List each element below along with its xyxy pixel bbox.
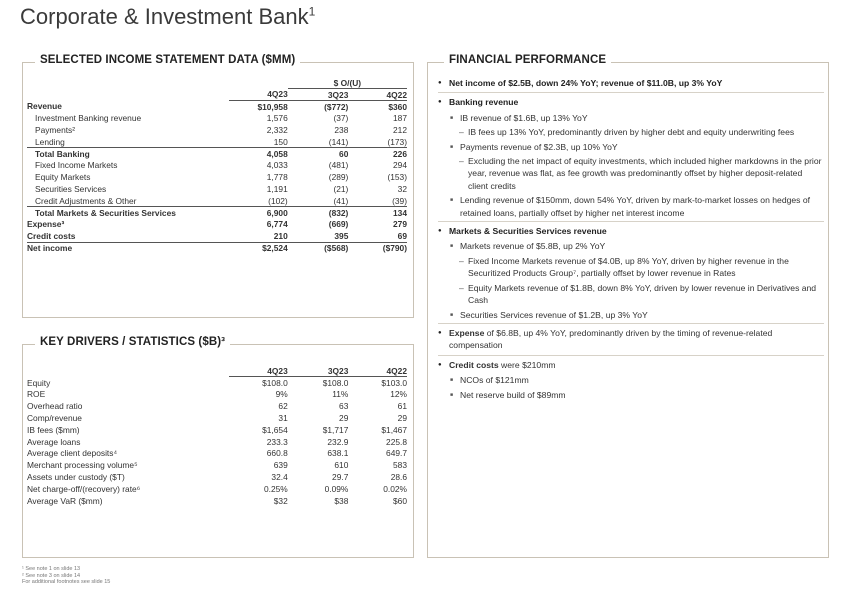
ou-header: $ O/(U) bbox=[288, 77, 407, 89]
bullet-mss-revenue: ● Markets & Securities Services revenue bbox=[438, 225, 824, 237]
key-drivers-heading: KEY DRIVERS / STATISTICS ($B)³ bbox=[35, 336, 230, 348]
page-title: Corporate & Investment Bank$^1$ bbox=[20, 4, 316, 29]
row-value: 60 bbox=[288, 148, 349, 160]
row-value: $1,717 bbox=[322, 424, 349, 435]
key-drivers-table bbox=[27, 365, 407, 507]
row-value: 395 bbox=[334, 231, 349, 241]
row-label: Average client deposits⁴ bbox=[27, 448, 118, 459]
row-value: 238 bbox=[334, 125, 349, 136]
bullet-ib-fees: – IB fees up 13% YoY, predominantly driven by higher debt and equity underwriting fees bbox=[438, 126, 824, 138]
row-label: Comp/revenue bbox=[27, 413, 82, 424]
table-row bbox=[27, 400, 407, 412]
row-value: (481) bbox=[328, 160, 349, 171]
income-statement-panel bbox=[22, 54, 414, 318]
row-value: 32 bbox=[397, 184, 407, 195]
row-value: 583 bbox=[393, 460, 407, 471]
row-value: 4,058 bbox=[229, 148, 288, 160]
column-header: 3Q23 bbox=[288, 365, 349, 377]
row-label: Lending bbox=[35, 136, 65, 147]
footnotes bbox=[22, 566, 110, 586]
row-label: Merchant processing volume⁵ bbox=[27, 460, 138, 471]
table-row bbox=[27, 136, 407, 148]
row-value: 31 bbox=[278, 413, 288, 424]
bullet-ncos: ■ NCOs of $121mm bbox=[438, 374, 824, 386]
row-value: 4,033 bbox=[266, 160, 288, 171]
row-value: $2,524 bbox=[229, 242, 288, 254]
table-row bbox=[27, 459, 407, 471]
bullet-equity-markets: – Equity Markets revenue of $1.8B, down 8% YoY, driven by lower revenue in Derivatives and Cash bbox=[438, 282, 824, 307]
row-value: (102) bbox=[268, 195, 288, 206]
table-row bbox=[27, 183, 407, 195]
row-label: ROE bbox=[27, 389, 46, 400]
row-value: ($772) bbox=[324, 101, 349, 112]
row-value: (41) bbox=[333, 195, 349, 206]
footnote: For additional footnotes see slide 15 bbox=[22, 579, 111, 586]
row-value: 639 bbox=[273, 460, 288, 471]
row-value: 294 bbox=[393, 160, 407, 171]
row-value: 0.02% bbox=[383, 483, 407, 494]
table-row bbox=[27, 112, 407, 124]
row-value: 225.8 bbox=[386, 436, 407, 447]
row-value: 638.1 bbox=[327, 448, 349, 459]
table-row bbox=[27, 483, 407, 495]
row-label: Total Banking bbox=[27, 148, 229, 160]
row-label: Equity Markets bbox=[35, 172, 91, 183]
bullet-reserve-build: ■ Net reserve build of $89mm bbox=[438, 389, 824, 401]
row-value: 212 bbox=[393, 125, 407, 136]
income-statement-table bbox=[27, 77, 407, 254]
row-value: $108.0 bbox=[262, 377, 288, 388]
bullet-payments-detail: – Excluding the net impact of equity investments, which included higher markdowns in the prior year, revenue was flat, as fee growth was predominantly offset by higher deposit-related client credits bbox=[438, 155, 824, 192]
row-label: Net charge-off/(recovery) rate⁶ bbox=[27, 483, 141, 494]
table-row bbox=[27, 424, 407, 436]
row-value: 61 bbox=[397, 401, 407, 412]
row-value: 0.09% bbox=[324, 483, 349, 494]
row-value: 150 bbox=[273, 136, 288, 147]
row-value: $360 bbox=[388, 101, 407, 112]
financial-performance-panel bbox=[427, 54, 829, 558]
row-value: 69 bbox=[397, 231, 407, 241]
bullet-lending-revenue: ■ Lending revenue of $150mm, down 54% YoY, driven by mark-to-market losses on hedges of retained loans, partially offset by higher net interest income bbox=[438, 194, 824, 219]
table-row bbox=[27, 207, 407, 219]
row-label: IB fees ($mm) bbox=[27, 424, 80, 435]
row-value: 660.8 bbox=[266, 448, 288, 459]
bullet-banking-revenue: ● Banking revenue bbox=[438, 96, 824, 108]
performance-bullets bbox=[438, 77, 824, 403]
row-label: Expense³ bbox=[27, 219, 65, 230]
row-value: (37) bbox=[333, 113, 349, 124]
row-value: $103.0 bbox=[381, 377, 407, 388]
row-value: (21) bbox=[333, 184, 349, 195]
row-label: Fixed Income Markets bbox=[35, 160, 118, 171]
column-header: 4Q23 bbox=[229, 365, 288, 377]
row-label: Average VaR ($mm) bbox=[27, 495, 103, 506]
row-value: $38 bbox=[334, 495, 349, 506]
row-value: 62 bbox=[278, 401, 288, 412]
row-value: 1,576 bbox=[266, 113, 288, 124]
column-header: 4Q22 bbox=[348, 365, 407, 377]
bullet-net-income: ● Net income of $2.5B, down 24% YoY; revenue of $11.0B, up 3% YoY bbox=[438, 77, 824, 89]
row-value: ($790) bbox=[348, 242, 407, 254]
row-value: (669) bbox=[328, 219, 349, 230]
row-value: 29 bbox=[339, 413, 349, 424]
row-value: $10,958 bbox=[257, 101, 288, 112]
row-value: 232.9 bbox=[327, 436, 349, 447]
row-value: 12% bbox=[390, 389, 407, 400]
row-label: Securities Services bbox=[35, 184, 107, 195]
row-label: Total Markets & Securities Services bbox=[27, 207, 229, 219]
table-row bbox=[27, 448, 407, 460]
row-value: 610 bbox=[334, 460, 349, 471]
bullet-securities-services: ■ Securities Services revenue of $1.2B, up 3% YoY bbox=[438, 309, 824, 321]
table-row bbox=[27, 412, 407, 424]
table-row bbox=[27, 124, 407, 136]
row-label: Payments² bbox=[35, 125, 76, 136]
bullet-markets-revenue: ■ Markets revenue of $5.8B, up 2% YoY bbox=[438, 240, 824, 252]
bullet-fixed-income: – Fixed Income Markets revenue of $4.0B, up 8% YoY, driven by higher revenue in the Securitized Products Group⁷, partially offset by lower revenue in Rates bbox=[438, 255, 824, 280]
column-header: 4Q22 bbox=[348, 89, 407, 101]
column-header: 4Q23 bbox=[229, 89, 288, 101]
header-blank bbox=[27, 365, 229, 377]
row-value: (173) bbox=[387, 136, 407, 147]
bullet-payments-revenue: ■ Payments revenue of $2.3B, up 10% YoY bbox=[438, 141, 824, 153]
table-row bbox=[27, 219, 407, 231]
row-label: Investment Banking revenue bbox=[35, 113, 142, 124]
row-value: (832) bbox=[288, 207, 349, 219]
row-value: 1,191 bbox=[266, 184, 288, 195]
row-value: 279 bbox=[393, 219, 407, 230]
row-value: $1,467 bbox=[381, 424, 407, 435]
row-value: (153) bbox=[387, 172, 407, 183]
row-value: (141) bbox=[328, 136, 349, 147]
row-value: 32.4 bbox=[271, 472, 288, 483]
row-value: $32 bbox=[273, 495, 288, 506]
table-row bbox=[27, 495, 407, 507]
row-label: Credit costs bbox=[27, 231, 76, 241]
table-row bbox=[27, 160, 407, 172]
row-label: Equity bbox=[27, 377, 51, 388]
bullet-ib-revenue: ■ IB revenue of $1.6B, up 13% YoY bbox=[438, 112, 824, 124]
row-value: (39) bbox=[392, 195, 407, 206]
row-value: 649.7 bbox=[386, 448, 407, 459]
income-statement-heading: SELECTED INCOME STATEMENT DATA ($MM) bbox=[35, 54, 300, 66]
row-value: 233.3 bbox=[266, 436, 288, 447]
row-value: 11% bbox=[332, 389, 349, 400]
header-blank bbox=[27, 89, 229, 101]
table-row bbox=[27, 436, 407, 448]
footnote: ² See note 3 on slide 14 bbox=[22, 572, 81, 579]
row-value: $60 bbox=[393, 495, 407, 506]
table-row bbox=[27, 101, 407, 113]
row-value: 1,778 bbox=[266, 172, 288, 183]
financial-performance-heading: FINANCIAL PERFORMANCE bbox=[444, 54, 611, 66]
column-header: 3Q23 bbox=[288, 89, 349, 101]
table-row bbox=[27, 471, 407, 483]
row-value: ($568) bbox=[288, 242, 349, 254]
row-label: Credit Adjustments & Other bbox=[35, 195, 137, 206]
row-value: 210 bbox=[273, 231, 288, 241]
row-value: 29 bbox=[397, 413, 407, 424]
key-drivers-panel bbox=[22, 336, 414, 558]
table-row bbox=[27, 195, 407, 207]
row-value: 6,774 bbox=[266, 219, 288, 230]
row-label: Overhead ratio bbox=[27, 401, 83, 412]
table-row bbox=[27, 171, 407, 183]
table-row bbox=[27, 230, 407, 242]
table-row bbox=[27, 242, 407, 254]
row-label: Assets under custody ($T) bbox=[27, 472, 125, 483]
row-value: 29.7 bbox=[332, 472, 349, 483]
table-row bbox=[27, 148, 407, 160]
row-value: $1,654 bbox=[262, 424, 288, 435]
bullet-expense: ● Expense of $6.8B, up 4% YoY, predominantly driven by the timing of revenue-related compensation bbox=[438, 327, 824, 352]
row-value: 134 bbox=[348, 207, 407, 219]
row-label: Net income bbox=[27, 242, 229, 254]
table-row bbox=[27, 377, 407, 389]
row-value: 28.6 bbox=[390, 472, 407, 483]
bullet-credit-costs: ● Credit costs were $210mm bbox=[438, 359, 824, 371]
table-row bbox=[27, 389, 407, 401]
row-value: 0.25% bbox=[263, 483, 288, 494]
row-value: $108.0 bbox=[322, 377, 349, 388]
row-value: 187 bbox=[393, 113, 407, 124]
footnote: ¹ See note 1 on slide 13 bbox=[22, 566, 81, 572]
row-value: 63 bbox=[339, 401, 349, 412]
row-value: 6,900 bbox=[229, 207, 288, 219]
row-label: Average loans bbox=[27, 436, 81, 447]
row-value: (289) bbox=[328, 172, 349, 183]
row-value: 9% bbox=[275, 389, 288, 400]
row-value: 226 bbox=[348, 148, 407, 160]
row-label: Revenue bbox=[27, 101, 62, 112]
row-value: 2,332 bbox=[266, 125, 288, 136]
